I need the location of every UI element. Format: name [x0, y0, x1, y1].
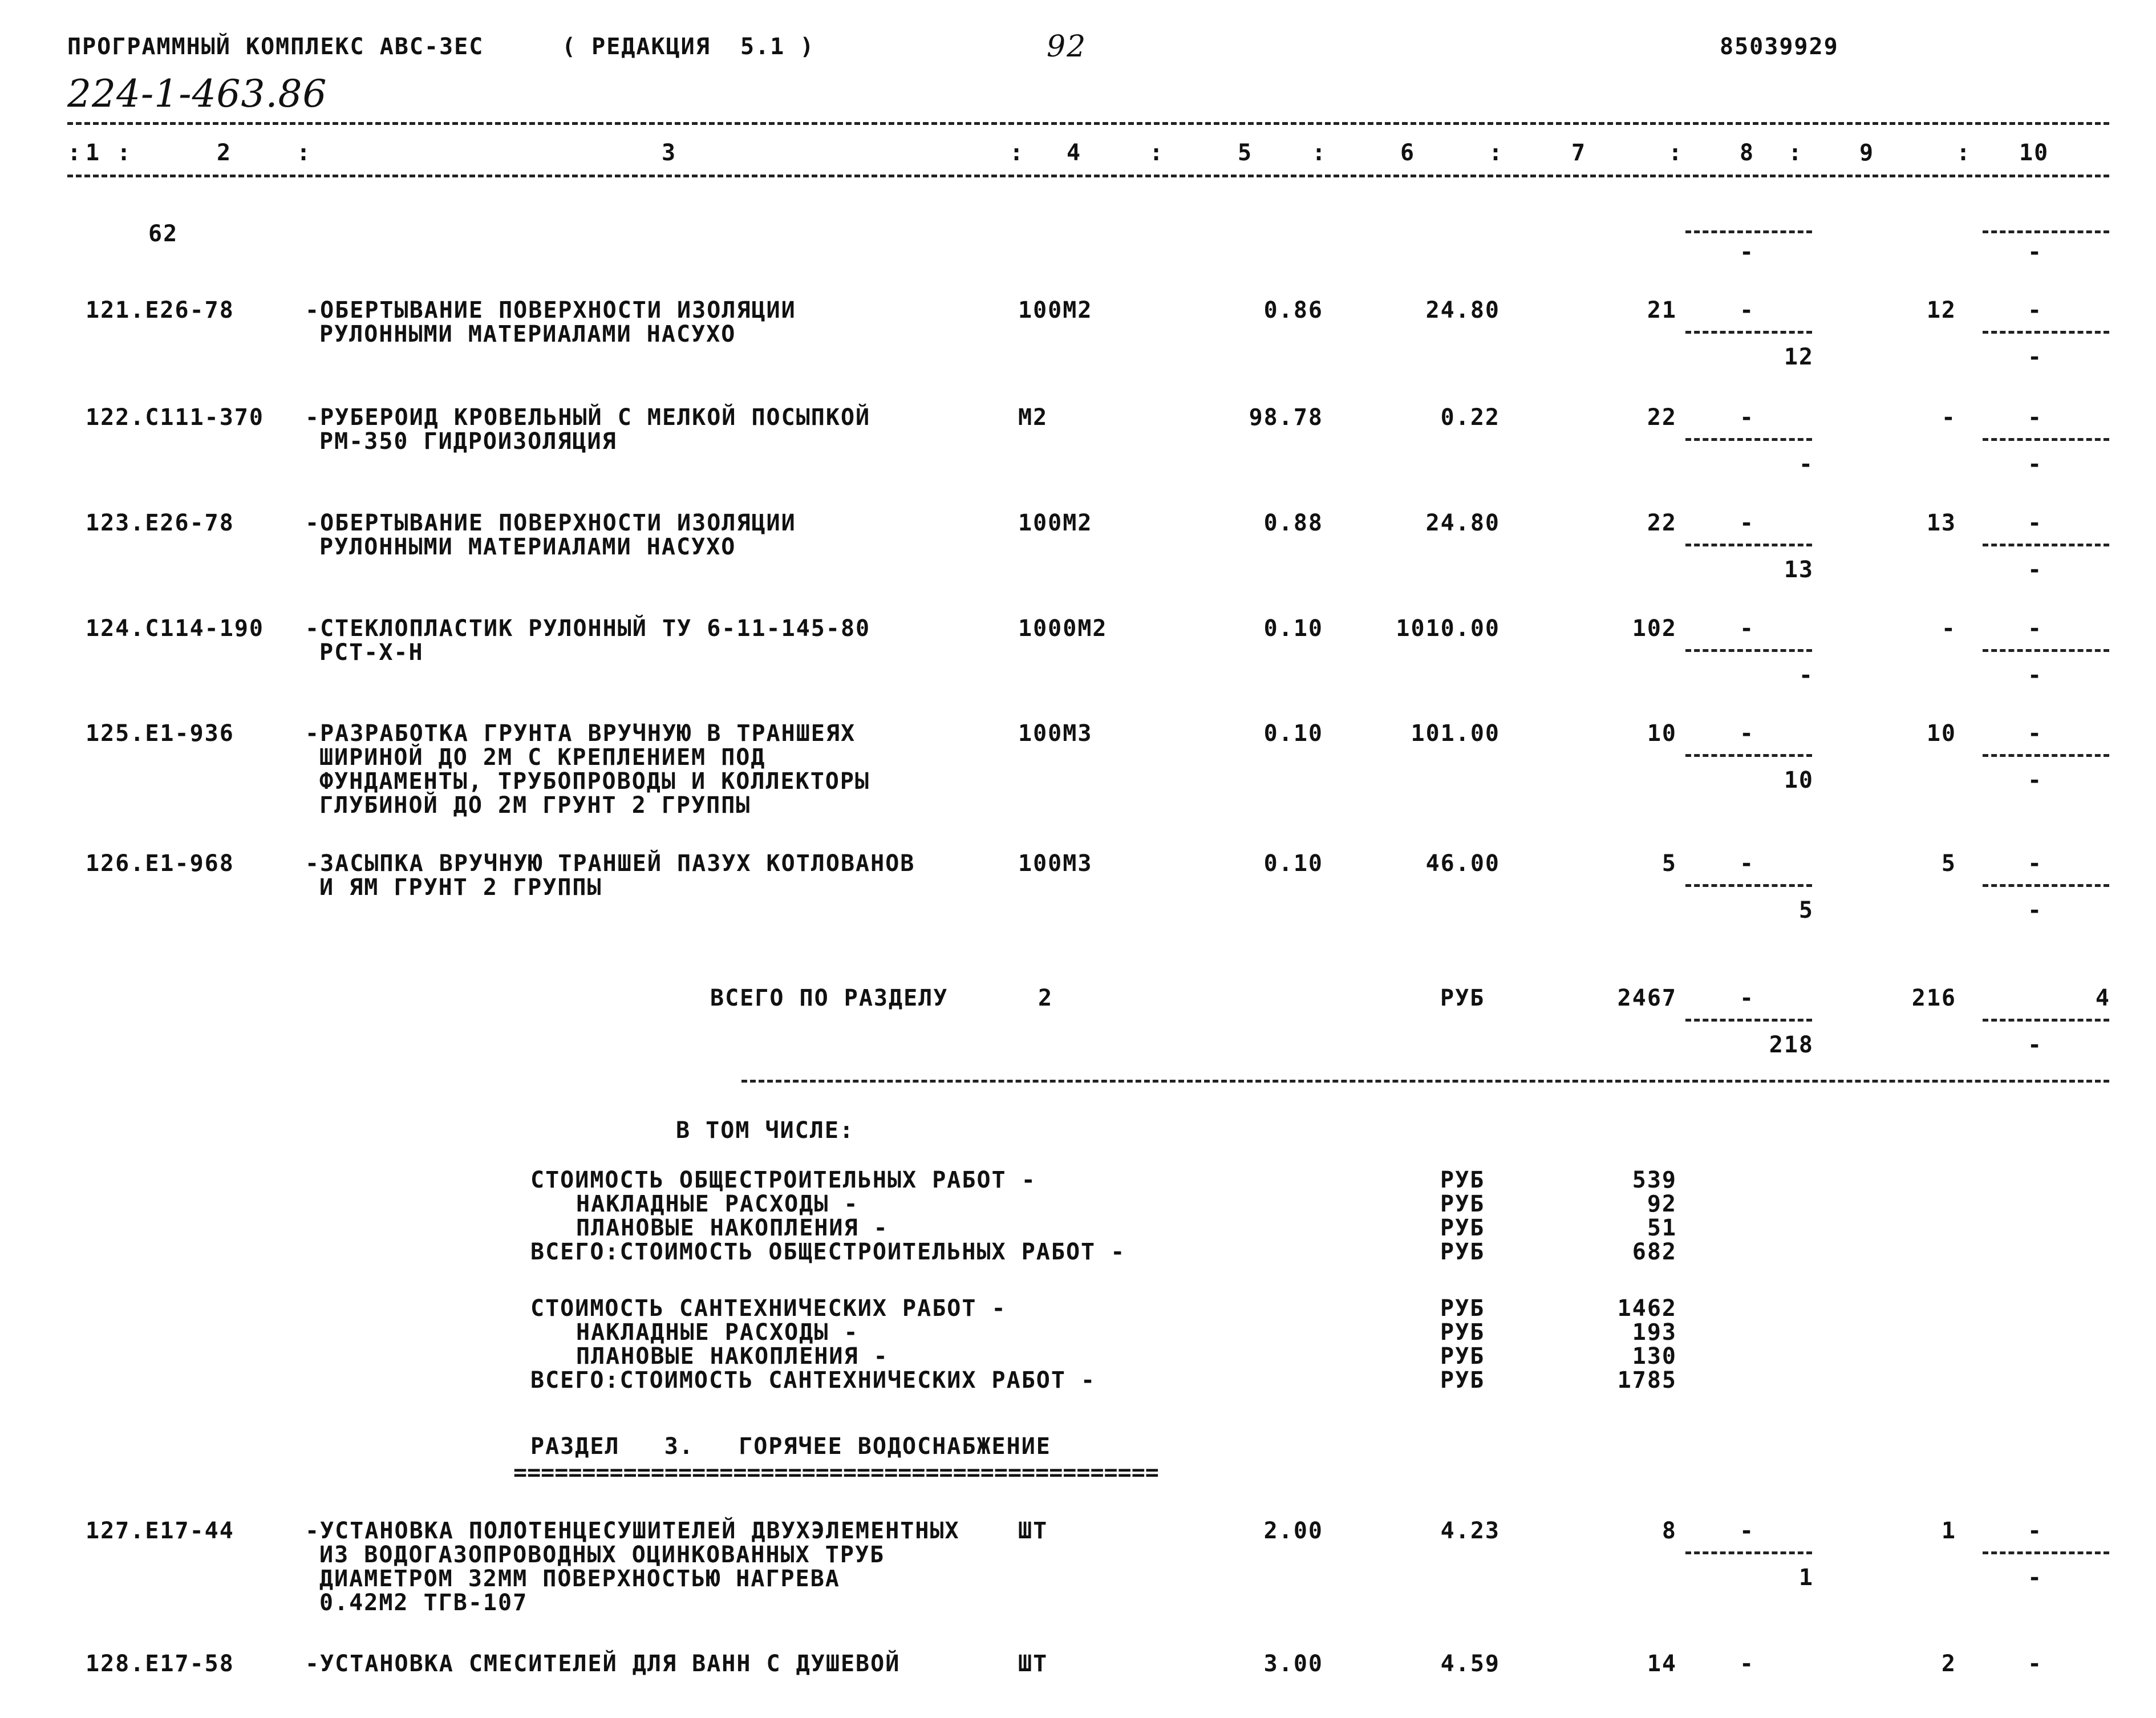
col8-value: -: [1740, 239, 1755, 265]
item-unit: ШТ: [1018, 1651, 1048, 1677]
item-col10: -: [2028, 510, 2043, 536]
header-rule-bottom: [67, 175, 2109, 177]
item-total: 5: [1661, 850, 1677, 877]
col10-separator: [1983, 438, 2109, 441]
column-separator: :: [1489, 140, 1504, 166]
item-col10-lower: -: [2028, 557, 2043, 583]
item-col8-lower: -: [1798, 451, 1814, 477]
column-number: 2: [217, 140, 232, 166]
item-price: 24.80: [1425, 510, 1500, 536]
item-quantity: 0.10: [1263, 720, 1323, 747]
item-unit: 100М2: [1018, 297, 1093, 323]
item-unit: 100М2: [1018, 510, 1093, 536]
column-number: 5: [1238, 140, 1253, 166]
item-total: 22: [1647, 510, 1677, 536]
total-col8-lower: 218: [1769, 1032, 1814, 1058]
summary-value: 1785: [1617, 1367, 1677, 1393]
item-description: 0.42М2 ТГВ-107: [319, 1590, 528, 1616]
item-quantity: 0.86: [1263, 297, 1323, 323]
item-col8: -: [1740, 404, 1755, 431]
column-number: 9: [1859, 140, 1875, 166]
item-col10: -: [2028, 404, 2043, 431]
item-col8: -: [1740, 720, 1755, 747]
col8-separator: [1685, 331, 1812, 334]
item-code: 121.Е26-78: [86, 297, 234, 323]
item-description: И ЯМ ГРУНТ 2 ГРУППЫ: [319, 874, 602, 901]
item-description: -ЗАСЫПКА ВРУЧНУЮ ТРАНШЕЙ ПАЗУХ КОТЛОВАНОВ: [305, 850, 915, 877]
column-separator: :: [1149, 140, 1165, 166]
item-description: -УСТАНОВКА ПОЛОТЕНЦЕСУШИТЕЛЕЙ ДВУХЭЛЕМЕНТНЫХ: [305, 1518, 960, 1544]
item-description: ШИРИНОЙ ДО 2М С КРЕПЛЕНИЕМ ПОД: [319, 744, 766, 771]
item-description: РСТ-Х-Н: [319, 639, 424, 666]
total-value: 2467: [1617, 985, 1677, 1011]
summary-label: НАКЛАДНЫЕ РАСХОДЫ -: [576, 1191, 859, 1217]
item-col8: -: [1740, 510, 1755, 536]
column-separator: :: [1312, 140, 1327, 166]
column-number: 3: [662, 140, 677, 166]
item-description: ФУНДАМЕНТЫ, ТРУБОПРОВОДЫ И КОЛЛЕКТОРЫ: [319, 768, 870, 795]
item-code: 127.Е17-44: [86, 1518, 234, 1544]
col10-separator: [1983, 331, 2109, 334]
section3-title: РАЗДЕЛ 3. ГОРЯЧЕЕ ВОДОСНАБЖЕНИЕ: [530, 1433, 1051, 1460]
item-col10-lower: -: [2028, 1565, 2043, 1591]
item-code: 124.С114-190: [86, 615, 264, 642]
item-col8-lower: 12: [1784, 344, 1814, 370]
summary-label: ВСЕГО:СТОИМОСТЬ ОБЩЕСТРОИТЕЛЬНЫХ РАБОТ -: [530, 1239, 1126, 1265]
item-description: -УСТАНОВКА СМЕСИТЕЛЕЙ ДЛЯ ВАНН С ДУШЕВОЙ: [305, 1651, 901, 1677]
total-unit: РУБ: [1440, 985, 1485, 1011]
summary-label: ПЛАНОВЫЕ НАКОПЛЕНИЯ -: [576, 1215, 889, 1241]
summary-label: ПЛАНОВЫЕ НАКОПЛЕНИЯ -: [576, 1343, 889, 1369]
total-col9: 216: [1911, 985, 1956, 1011]
col10-separator: [1983, 544, 2109, 546]
item-description: -РУБЕРОИД КРОВЕЛЬНЫЙ С МЕЛКОЙ ПОСЫПКОЙ: [305, 404, 871, 431]
item-quantity: 0.10: [1263, 615, 1323, 642]
item-col9: 13: [1926, 510, 1956, 536]
item-col8-lower: 10: [1784, 767, 1814, 793]
column-separator: :: [1010, 140, 1025, 166]
item-col8: -: [1740, 1518, 1755, 1544]
col8-separator: [1685, 230, 1812, 233]
item-col10: -: [2028, 297, 2043, 323]
item-total: 10: [1647, 720, 1677, 747]
item-description: РУЛОННЫМИ МАТЕРИАЛАМИ НАСУХО: [319, 534, 736, 560]
edition-label: ( РЕДАКЦИЯ 5.1 ): [562, 34, 815, 60]
item-description: -ОБЕРТЫВАНИЕ ПОВЕРХНОСТИ ИЗОЛЯЦИИ: [305, 510, 796, 536]
item-col10: -: [2028, 615, 2043, 642]
item-col8: -: [1740, 297, 1755, 323]
column-number: 8: [1740, 140, 1755, 166]
item-price: 4.23: [1440, 1518, 1500, 1544]
program-title: ПРОГРАММНЫЙ КОМПЛЕКС АВС-3ЕС: [67, 34, 484, 60]
item-col10: -: [2028, 720, 2043, 747]
page-number: 92: [1047, 30, 1087, 64]
item-col9: -: [1941, 404, 1956, 431]
item-col9: -: [1941, 615, 1956, 642]
item-col10-lower: -: [2028, 451, 2043, 477]
column-number: 4: [1067, 140, 1082, 166]
summary-unit: РУБ: [1440, 1295, 1485, 1322]
item-unit: 1000М2: [1018, 615, 1108, 642]
item-col8: -: [1740, 615, 1755, 642]
col10-separator: [1983, 884, 2109, 887]
item-quantity: 2.00: [1263, 1518, 1323, 1544]
col8-separator: [1685, 1551, 1812, 1554]
item-unit: М2: [1018, 404, 1048, 431]
column-separator: :: [67, 140, 83, 166]
summary-value: 51: [1647, 1215, 1677, 1241]
summary-label: СТОИМОСТЬ САНТЕХНИЧЕСКИХ РАБОТ -: [530, 1295, 1007, 1322]
column-separator: :: [1956, 140, 1972, 166]
col8-separator: [1685, 649, 1812, 652]
header-rule-top: [67, 122, 2109, 125]
item-col10-lower: -: [2028, 662, 2043, 688]
summary-label: ВСЕГО:СТОИМОСТЬ САНТЕХНИЧЕСКИХ РАБОТ -: [530, 1367, 1096, 1393]
column-number: 1: [86, 140, 101, 166]
item-col9: 12: [1926, 297, 1956, 323]
total-col10-lower: -: [2028, 1032, 2043, 1058]
document-code: 85039929: [1720, 34, 1839, 60]
summary-value: 130: [1632, 1343, 1677, 1369]
col8-separator: [1685, 754, 1812, 757]
item-total: 102: [1632, 615, 1677, 642]
item-code: 126.Е1-968: [86, 850, 234, 877]
item-description: -ОБЕРТЫВАНИЕ ПОВЕРХНОСТИ ИЗОЛЯЦИИ: [305, 297, 796, 323]
item-quantity: 98.78: [1249, 404, 1323, 431]
col10-separator: [1983, 1019, 2109, 1022]
item-total: 21: [1647, 297, 1677, 323]
item-col10-lower: -: [2028, 344, 2043, 370]
column-number: 7: [1571, 140, 1587, 166]
column-number: 6: [1400, 140, 1416, 166]
summary-unit: РУБ: [1440, 1191, 1485, 1217]
summary-unit: РУБ: [1440, 1167, 1485, 1193]
item-price: 101.00: [1411, 720, 1500, 747]
item-price: 0.22: [1440, 404, 1500, 431]
item-unit: 100М3: [1018, 850, 1093, 877]
item-description: ГЛУБИНОЙ ДО 2М ГРУНТ 2 ГРУППЫ: [319, 792, 751, 819]
item-col8: -: [1740, 850, 1755, 877]
item-unit: 100М3: [1018, 720, 1093, 747]
item-price: 24.80: [1425, 297, 1500, 323]
column-separator: :: [297, 140, 312, 166]
item-price: 1010.00: [1396, 615, 1500, 642]
section3-underline: ===============================================: [513, 1461, 1159, 1484]
item-quantity: 3.00: [1263, 1651, 1323, 1677]
intro-number: 62: [148, 221, 179, 247]
item-code: 125.Е1-936: [86, 720, 234, 747]
col8-separator: [1685, 438, 1812, 441]
item-col9: 10: [1926, 720, 1956, 747]
item-description: -РАЗРАБОТКА ГРУНТА ВРУЧНУЮ В ТРАНШЕЯХ: [305, 720, 856, 747]
item-col8-lower: 1: [1798, 1565, 1814, 1591]
item-col10: -: [2028, 850, 2043, 877]
item-description: РМ-350 ГИДРОИЗОЛЯЦИЯ: [319, 428, 617, 455]
item-description: -СТЕКЛОПЛАСТИК РУЛОННЫЙ ТУ 6-11-145-80: [305, 615, 871, 642]
item-price: 4.59: [1440, 1651, 1500, 1677]
item-col10: -: [2028, 1651, 2043, 1677]
column-number: 10: [2019, 140, 2049, 166]
total-col10: 4: [2095, 985, 2110, 1011]
summary-unit: РУБ: [1440, 1215, 1485, 1241]
item-description: РУЛОННЫМИ МАТЕРИАЛАМИ НАСУХО: [319, 321, 736, 347]
col8-separator: [1685, 544, 1812, 546]
item-col8-lower: 5: [1798, 897, 1814, 923]
total-label: ВСЕГО ПО РАЗДЕЛУ: [710, 985, 949, 1011]
item-total: 14: [1647, 1651, 1677, 1677]
column-separator: :: [1788, 140, 1804, 166]
item-col8: -: [1740, 1651, 1755, 1677]
total-col8: -: [1740, 985, 1755, 1011]
summary-unit: РУБ: [1440, 1343, 1485, 1369]
col10-separator: [1983, 649, 2109, 652]
handwritten-code: 224-1-463.86: [67, 72, 327, 116]
total-divider: [741, 1080, 2109, 1083]
summary-unit: РУБ: [1440, 1239, 1485, 1265]
col8-separator: [1685, 1019, 1812, 1022]
summary-unit: РУБ: [1440, 1367, 1485, 1393]
item-total: 22: [1647, 404, 1677, 431]
item-code: 128.Е17-58: [86, 1651, 234, 1677]
item-col8-lower: 13: [1784, 557, 1814, 583]
item-col10-lower: -: [2028, 897, 2043, 923]
item-description: ДИАМЕТРОМ 32ММ ПОВЕРХНОСТЬЮ НАГРЕВА: [319, 1566, 840, 1592]
item-col9: 5: [1941, 850, 1956, 877]
col10-separator: [1983, 754, 2109, 757]
column-separator: :: [1668, 140, 1684, 166]
summary-value: 193: [1632, 1319, 1677, 1346]
col10-value: -: [2028, 239, 2043, 265]
column-separator: :: [117, 140, 132, 166]
summary-label: НАКЛАДНЫЕ РАСХОДЫ -: [576, 1319, 859, 1346]
summary-value: 92: [1647, 1191, 1677, 1217]
item-unit: ШТ: [1018, 1518, 1048, 1544]
including-label: В ТОМ ЧИСЛЕ:: [676, 1117, 854, 1144]
total-section-number: 2: [1038, 985, 1053, 1011]
item-quantity: 0.10: [1263, 850, 1323, 877]
item-price: 46.00: [1425, 850, 1500, 877]
summary-unit: РУБ: [1440, 1319, 1485, 1346]
summary-value: 682: [1632, 1239, 1677, 1265]
summary-value: 539: [1632, 1167, 1677, 1193]
col10-separator: [1983, 1551, 2109, 1554]
item-col9: 1: [1941, 1518, 1956, 1544]
item-description: ИЗ ВОДОГАЗОПРОВОДНЫХ ОЦИНКОВАННЫХ ТРУБ: [319, 1542, 885, 1568]
item-total: 8: [1661, 1518, 1677, 1544]
item-col9: 2: [1941, 1651, 1956, 1677]
item-code: 123.Е26-78: [86, 510, 234, 536]
item-col8-lower: -: [1798, 662, 1814, 688]
col8-separator: [1685, 884, 1812, 887]
summary-value: 1462: [1617, 1295, 1677, 1322]
item-code: 122.С111-370: [86, 404, 264, 431]
col10-separator: [1983, 230, 2109, 233]
item-col10: -: [2028, 1518, 2043, 1544]
summary-label: СТОИМОСТЬ ОБЩЕСТРОИТЕЛЬНЫХ РАБОТ -: [530, 1167, 1036, 1193]
item-quantity: 0.88: [1263, 510, 1323, 536]
item-col10-lower: -: [2028, 767, 2043, 793]
